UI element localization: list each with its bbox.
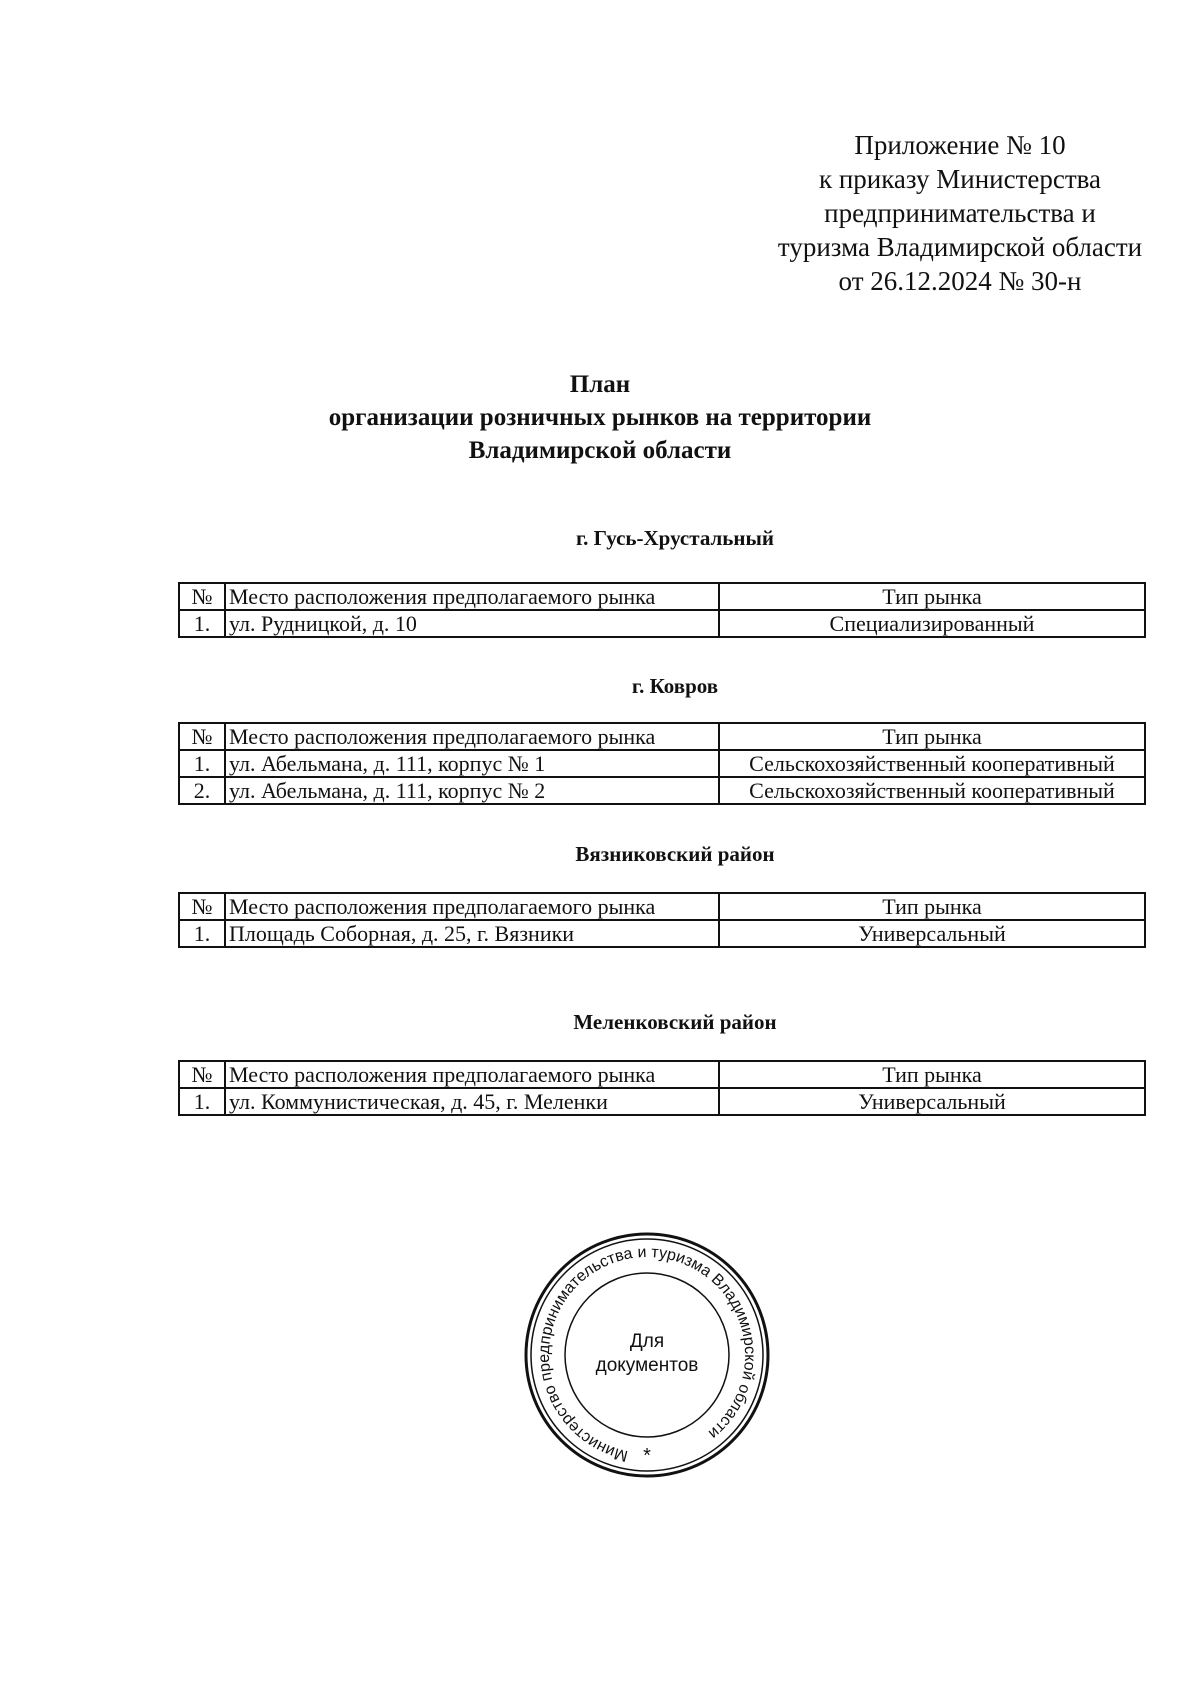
table-row	[179, 777, 1145, 804]
row-number: 2.	[179, 777, 225, 804]
seal-center-line-1: Для	[629, 1331, 665, 1352]
seal-center-line-2: документов	[595, 1355, 699, 1376]
table-row	[179, 1088, 1145, 1115]
column-header-number: №	[179, 1061, 225, 1088]
column-header-type: Тип рынка	[719, 723, 1145, 750]
appendix-number: Приложение № 10	[854, 130, 1066, 160]
title-line-2: организации розничных рынков на территории	[328, 404, 872, 431]
market-table-kovrov	[178, 722, 1146, 805]
column-header-place: Место расположения предполагаемого рынка	[225, 723, 719, 750]
column-header-number: №	[179, 893, 225, 920]
section-heading-gus-khrustalny: г. Гусь-Хрустальный	[576, 526, 774, 550]
market-table-vyaznikovsky	[178, 892, 1146, 948]
row-number: 1.	[179, 610, 225, 637]
table-header-row	[179, 583, 1145, 610]
title-line-3: Владимирской области	[468, 437, 732, 464]
row-place: Площадь Соборная, д. 25, г. Вязники	[225, 920, 719, 947]
row-type: Специализированный	[719, 610, 1145, 637]
appendix-ministry: предпринимательства и	[824, 198, 1096, 228]
table-row	[179, 920, 1145, 947]
table-header-row	[179, 893, 1145, 920]
column-header-type: Тип рынка	[719, 1061, 1145, 1088]
row-place: ул. Абельмана, д. 111, корпус № 2	[225, 777, 719, 804]
official-seal	[522, 1230, 772, 1480]
appendix-region: туризма Владимирской области	[777, 232, 1143, 262]
row-number: 1.	[179, 750, 225, 777]
row-number: 1.	[179, 920, 225, 947]
seal-center-text	[522, 1330, 772, 1378]
row-place: ул. Коммунистическая, д. 45, г. Меленки	[225, 1088, 719, 1115]
appendix-order-ref: к приказу Министерства	[818, 164, 1102, 194]
title-line-1: План	[569, 371, 631, 398]
column-header-number: №	[179, 583, 225, 610]
seal-star: *	[643, 1445, 651, 1467]
table-header-row	[179, 1061, 1145, 1088]
column-header-type: Тип рынка	[719, 583, 1145, 610]
row-place: ул. Абельмана, д. 111, корпус № 1	[225, 750, 719, 777]
column-header-place: Место расположения предполагаемого рынка	[225, 1061, 719, 1088]
row-type: Сельскохозяйственный кооперативный	[719, 750, 1145, 777]
seal-ring-textpath: Министерство предпринимательства и туризма Владимирской области	[535, 1243, 759, 1465]
table-row	[179, 610, 1145, 637]
table-row	[179, 750, 1145, 777]
column-header-type: Тип рынка	[719, 893, 1145, 920]
appendix-header	[760, 128, 1160, 298]
market-table-gus-khrustalny	[178, 582, 1146, 638]
row-number: 1.	[179, 1088, 225, 1115]
document-title	[0, 368, 1200, 467]
table-header-row	[179, 723, 1145, 750]
section-heading-vyaznikovsky: Вязниковский район	[575, 842, 775, 866]
column-header-place: Место расположения предполагаемого рынка	[225, 583, 719, 610]
row-place: ул. Рудницкой, д. 10	[225, 610, 719, 637]
market-table-melenkovsky	[178, 1060, 1146, 1116]
column-header-place: Место расположения предполагаемого рынка	[225, 893, 719, 920]
column-header-number: №	[179, 723, 225, 750]
row-type: Универсальный	[719, 1088, 1145, 1115]
section-heading-kovrov: г. Ковров	[631, 674, 719, 698]
row-type: Универсальный	[719, 920, 1145, 947]
row-type: Сельскохозяйственный кооперативный	[719, 777, 1145, 804]
appendix-date-number: от 26.12.2024 № 30-н	[838, 266, 1082, 296]
section-heading-melenkovsky: Меленковский район	[573, 1010, 777, 1034]
